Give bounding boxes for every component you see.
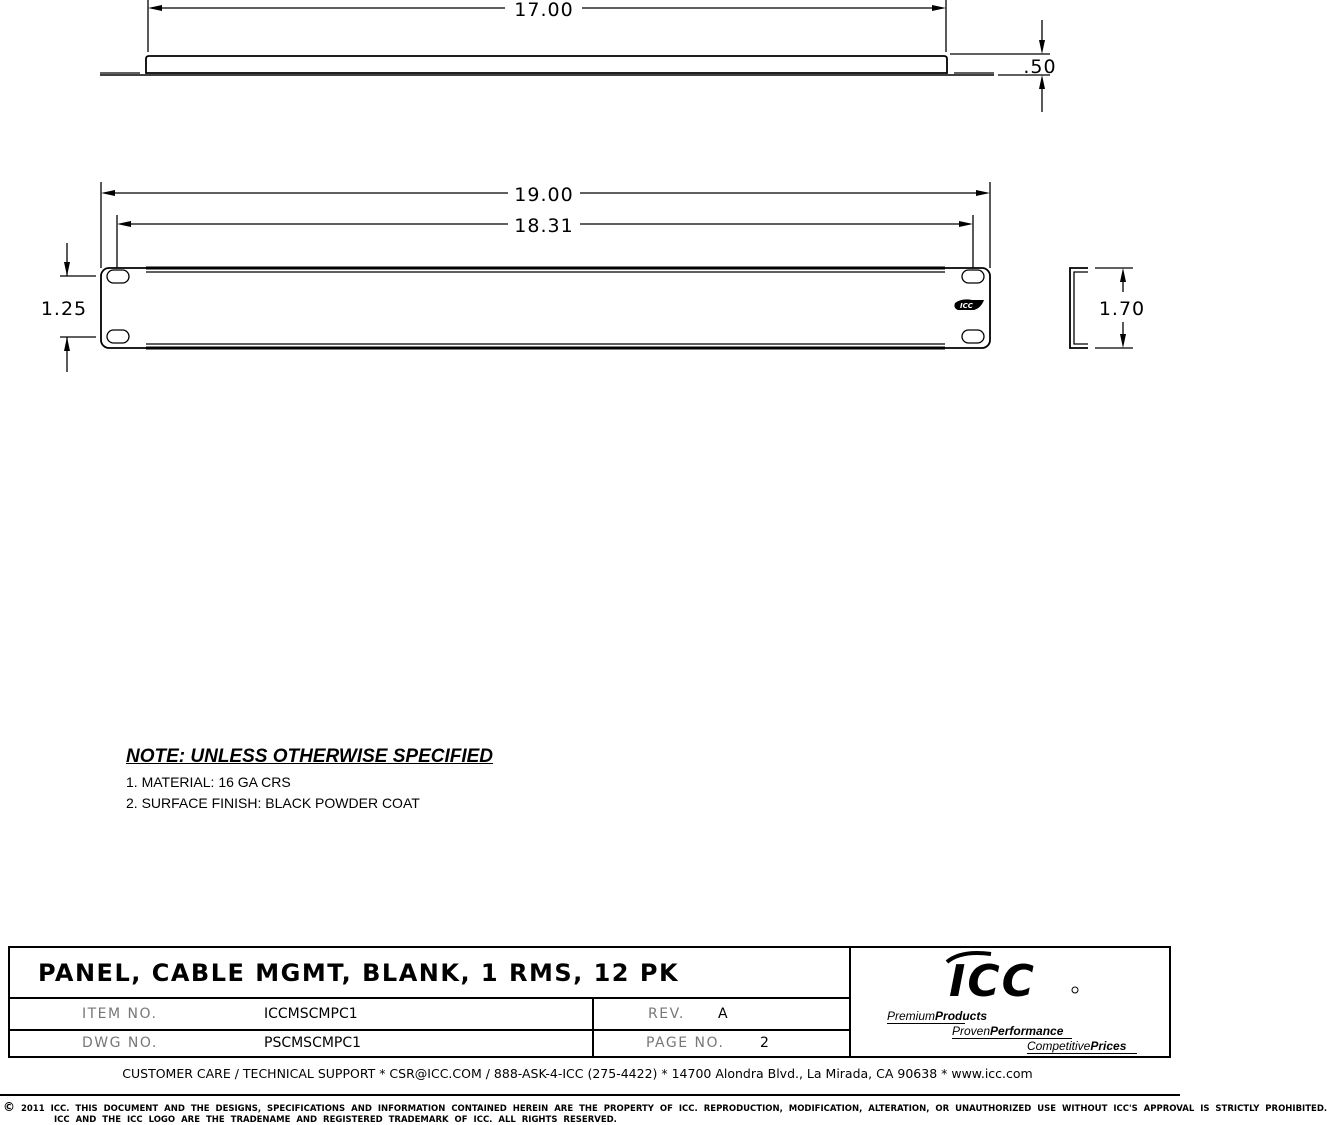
- footer-rule: [0, 1094, 1180, 1096]
- icc-logo-area: [851, 948, 1169, 1056]
- tagline-rule-3: [1027, 1053, 1137, 1054]
- drawing-title: PANEL, CABLE MGMT, BLANK, 1 RMS, 12 PK: [10, 948, 849, 999]
- item-no-label: ITEM NO.: [82, 1006, 158, 1022]
- side-profile-inner: [1074, 272, 1088, 344]
- rev-value: A: [718, 1006, 728, 1022]
- svg-text:ICC: ICC: [960, 302, 973, 310]
- top-view-arrows: [148, 5, 1045, 89]
- tagline-proven: ProvenPerformance: [952, 1024, 1064, 1038]
- item-no-value: ICCMSCMPC1: [264, 1006, 358, 1022]
- dim-125-label: 1.25: [40, 298, 88, 320]
- mount-hole-bottom-left: [107, 330, 129, 343]
- front-panel-outline: [101, 268, 990, 348]
- dim-1831-label: 18.31: [514, 215, 574, 237]
- dim-19-label: 19.00: [514, 184, 574, 206]
- customer-care-line: CUSTOMER CARE / TECHNICAL SUPPORT * CSR@ICC.COM / 888-ASK-4-ICC (275-4422) * 14700 Alondra Blvd., La Mirada, CA 90638 * www.icc.com: [122, 1066, 1033, 1081]
- mount-hole-top-right: [962, 270, 984, 283]
- top-view: [100, 0, 1050, 112]
- dwg-no-label: DWG NO.: [82, 1035, 158, 1051]
- title-block: [8, 946, 1171, 1058]
- dwg-no-value: PSCMSCMPC1: [264, 1035, 362, 1051]
- notes-block: [126, 746, 493, 814]
- dwg-row: [10, 1030, 849, 1058]
- icc-mini-logo-icon: [954, 299, 984, 310]
- dim-170-label: 1.70: [1098, 298, 1146, 320]
- copyright-line-1: [3, 1100, 1327, 1114]
- copyright-text-1: 2011 ICC. THIS DOCUMENT AND THE DESIGNS, SPECIFICATIONS AND INFORMATION CONTAINED HEREIN ARE THE PROPERTY OF ICC. REPRODUCTION, MODIFICATION, ALTERATION, OR UNAUTHORIZED USE WITHOUT ICC'S APPROVAL IS STRICTLY PROHIBITED.: [20, 1104, 1327, 1114]
- side-profile-outer: [1070, 268, 1088, 348]
- mount-hole-top-left: [107, 270, 129, 283]
- note-item: 1. MATERIAL: 16 GA CRS: [126, 774, 291, 790]
- rev-label: REV.: [648, 1006, 685, 1022]
- page-no-value: 2: [760, 1035, 769, 1051]
- front-view: [60, 182, 990, 372]
- title-block-divider: [592, 999, 594, 1056]
- mount-hole-bottom-right: [962, 330, 984, 343]
- dim-50-label: .50: [1023, 56, 1057, 78]
- dim-17-label: 17.00: [514, 0, 574, 21]
- tagline-competitive: CompetitivePrices: [1027, 1039, 1127, 1053]
- top-view-body: [146, 56, 947, 73]
- tagline-premium: PremiumProducts: [887, 1009, 988, 1023]
- note-item: 2. SURFACE FINISH: BLACK POWDER COAT: [126, 795, 420, 811]
- copyright-line-2: ICC AND THE ICC LOGO ARE THE TRADENAME AND REGISTERED TRADEMARK OF ICC. ALL RIGHTS RESERVED.: [54, 1115, 617, 1125]
- title-block-left: [10, 948, 851, 1056]
- copyright-icon: ©: [3, 1100, 15, 1114]
- svg-text:ICC: ICC: [949, 956, 1036, 1007]
- notes-heading: NOTE: UNLESS OTHERWISE SPECIFIED: [126, 746, 494, 767]
- page-no-label: PAGE NO.: [646, 1035, 725, 1051]
- item-row: [10, 1001, 849, 1031]
